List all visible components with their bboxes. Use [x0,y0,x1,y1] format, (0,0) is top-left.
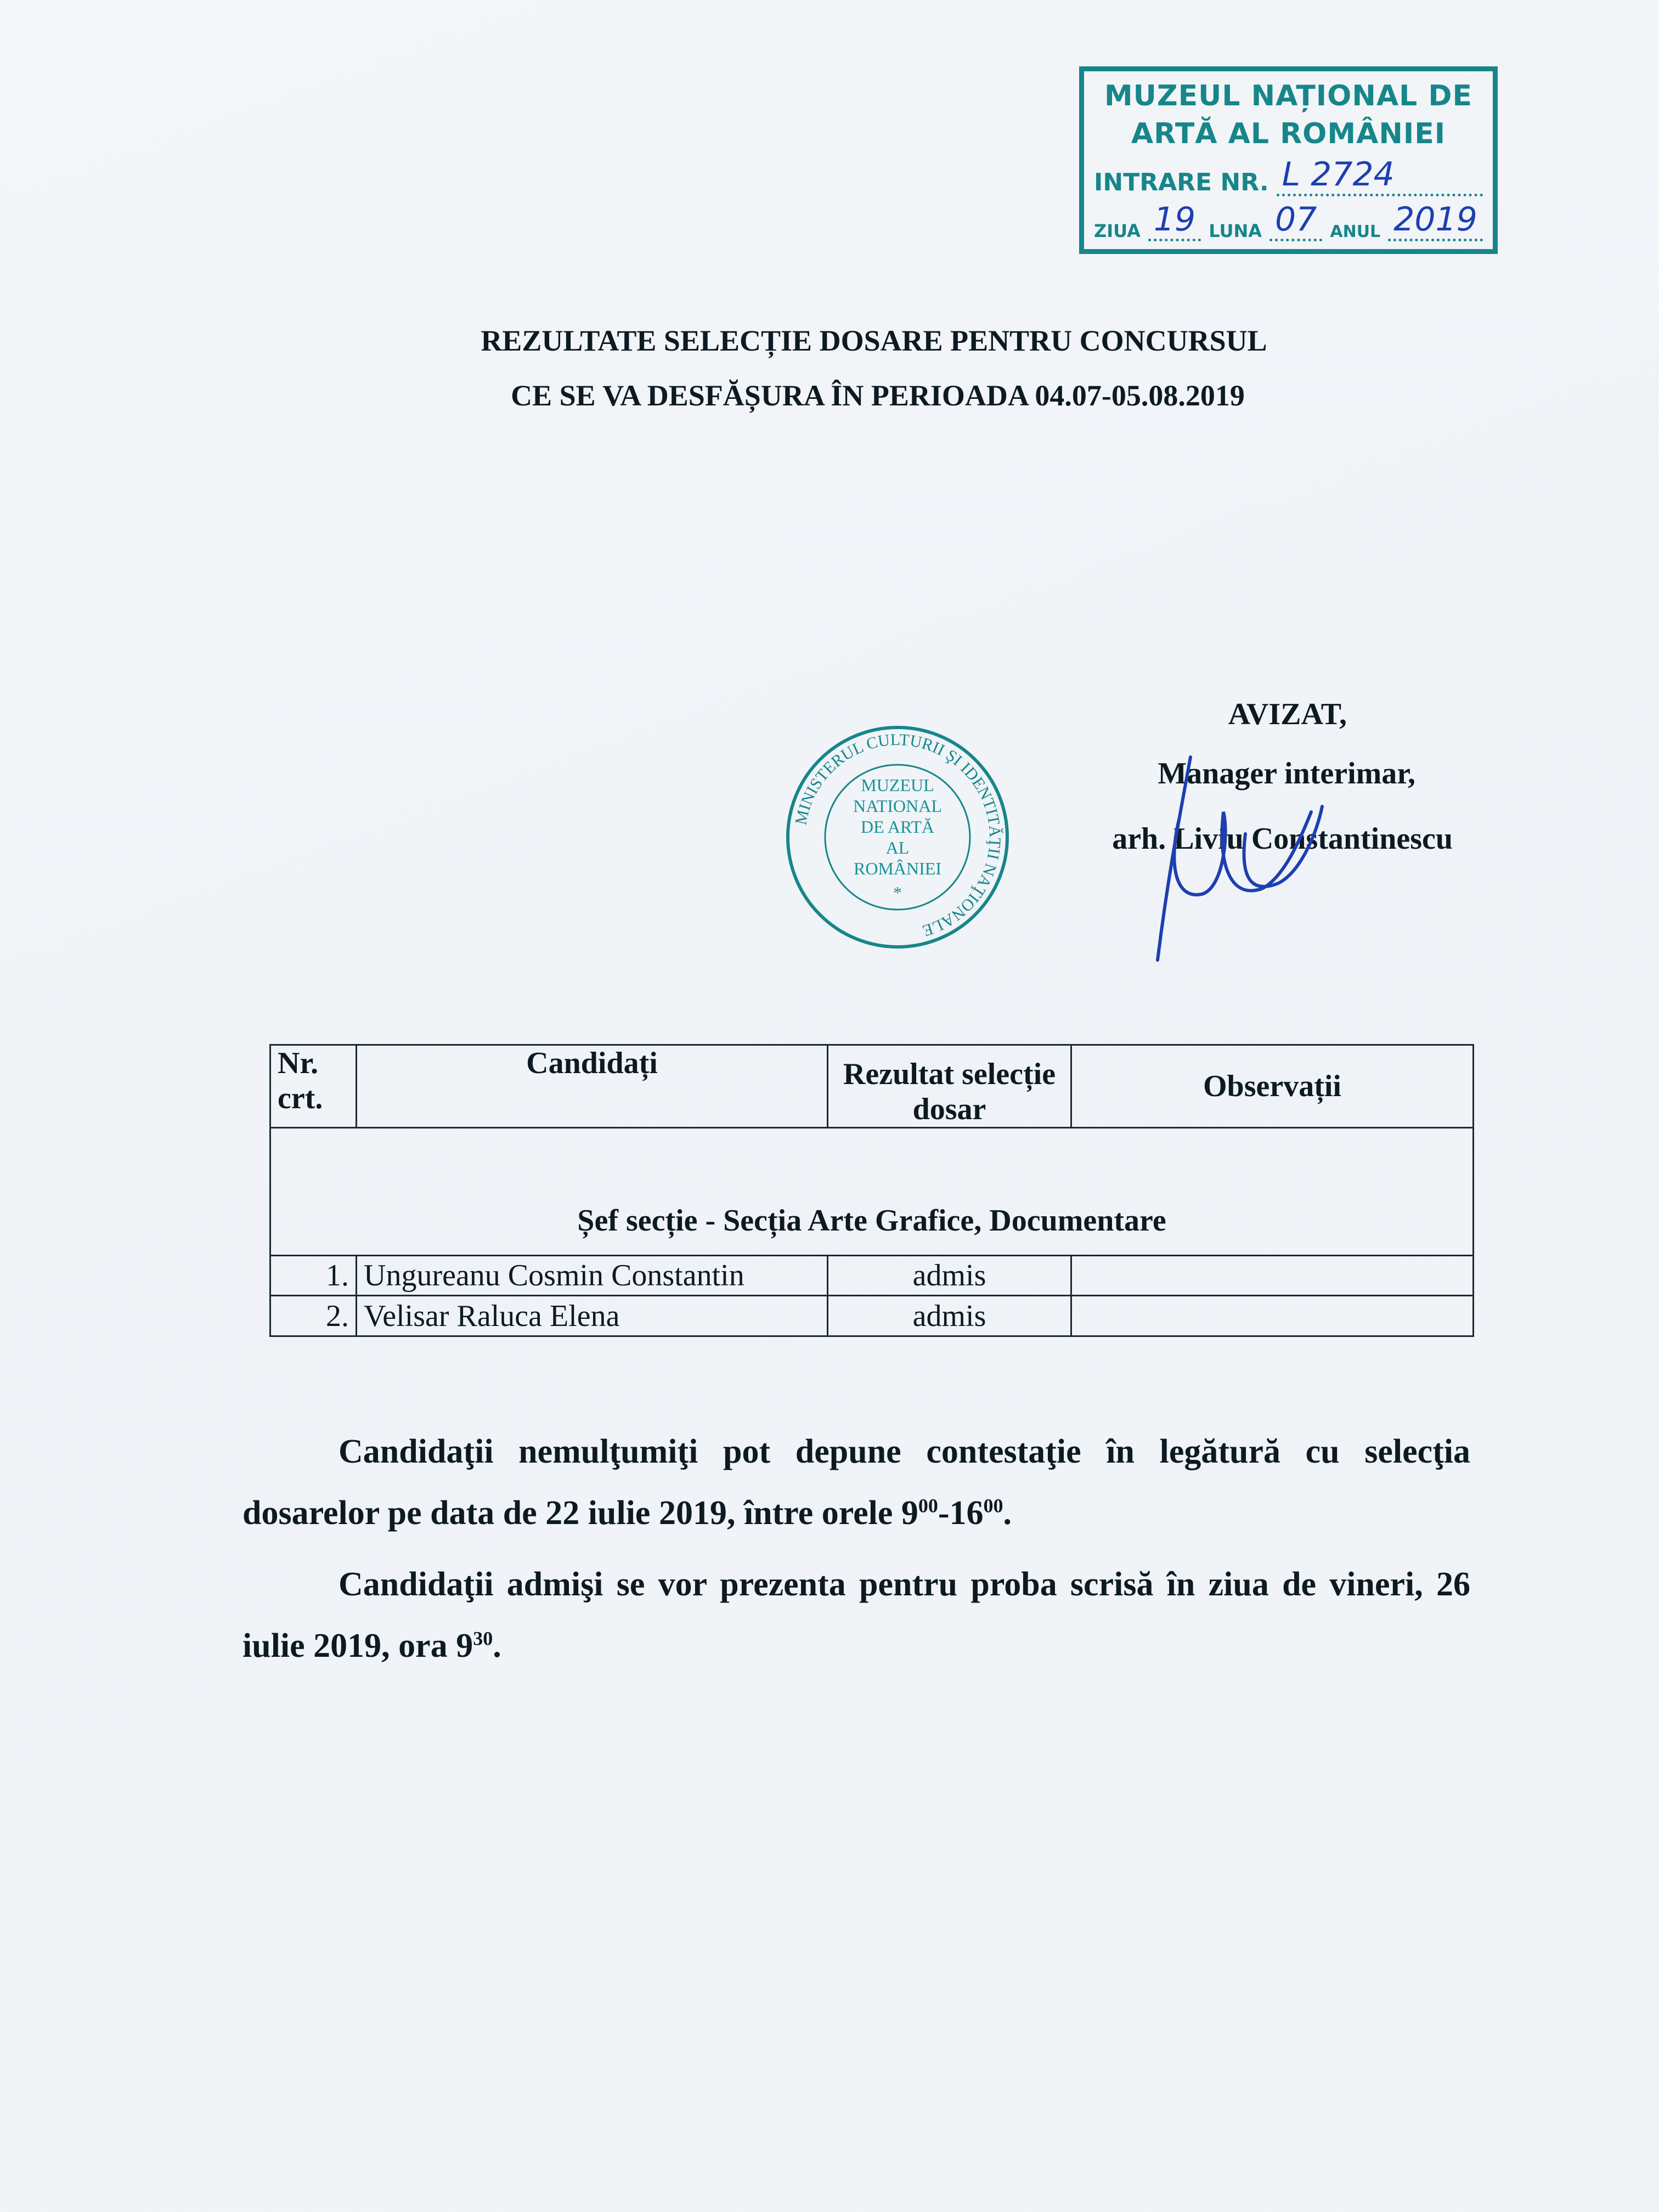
stamp-day-value: 19 [1148,200,1201,241]
row-result: admis [828,1256,1071,1296]
seal-ring-text: MINISTERUL CULTURII ŞI IDENTITĂŢII NAŢIONALE [792,730,1005,940]
header-result: Rezultat selecție dosar [828,1045,1071,1128]
appeal-text-mid: -16 [938,1494,984,1532]
closing-paragraphs [242,1421,1470,1686]
handwritten-signature [1119,752,1350,971]
stamp-line-2: ARTĂ AL ROMÂNIEI [1131,117,1446,151]
approval-role: Manager interimar, [1158,757,1415,791]
row-notes [1071,1256,1474,1296]
appeal-paragraph [242,1421,1470,1544]
header-notes: Observații [1071,1045,1474,1128]
stamp-month-value: 07 [1269,200,1322,241]
table-row [270,1296,1474,1336]
results-table [269,1044,1474,1337]
header-nr: Nr. crt. [270,1045,357,1128]
seal-line-3: DE ARTĂ [860,817,935,837]
row-nr: 1. [270,1256,357,1296]
round-seal [785,724,1011,950]
exam-text: Candidaţii admişi se vor prezenta pentru proba scrisă în ziua de vineri, 26 iulie 2019, ora 9 [242,1566,1470,1664]
row-name: Velisar Raluca Elena [357,1296,828,1336]
stamp-entry-value: L 2724 [1277,155,1483,196]
seal-line-2: NATIONAL [853,796,942,816]
approval-name: arh. Liviu Constantinescu [1112,822,1453,856]
table-row [270,1256,1474,1296]
row-notes [1071,1296,1474,1336]
table-header-row [270,1045,1474,1128]
stamp-month-label: LUNA [1209,220,1262,241]
row-nr: 2. [270,1296,357,1336]
appeal-text-end: . [1003,1494,1012,1532]
stamp-line-1: MUZEUL NAȚIONAL DE [1104,80,1473,112]
registry-stamp [1079,66,1498,254]
seal-star: * [893,883,902,902]
seal-line-4: AL [885,838,910,857]
stamp-entry-label: INTRARE NR. [1094,168,1269,196]
seal-line-5: ROMÂNIEI [854,859,941,878]
exam-paragraph [242,1554,1470,1677]
row-result: admis [828,1296,1071,1336]
stamp-day-label: ZIUA [1094,220,1141,241]
stamp-year-label: ANUL [1330,222,1381,241]
header-candidates: Candidați [357,1045,828,1128]
approval-label: AVIZAT, [1228,697,1347,731]
exam-text-end: . [493,1627,501,1664]
seal-line-1: MUZEUL [861,775,934,795]
appeal-text: Candidaţii nemulţumiţi pot depune contestaţie în legătură cu selecţia dosarelor pe data de 22 iulie 2019, între orele 9 [242,1433,1470,1532]
stamp-date-row [1094,200,1483,241]
time-superscript: 00 [918,1494,938,1517]
time-superscript: 30 [473,1627,493,1650]
document-title-line-1: REZULTATE SELECȚIE DOSARE PENTRU CONCURSUL [481,324,1267,357]
stamp-entry-row [1094,155,1483,196]
row-name: Ungureanu Cosmin Constantin [357,1256,828,1296]
section-row [270,1128,1474,1256]
time-superscript: 00 [983,1494,1003,1517]
stamp-year-value: 2019 [1388,200,1483,241]
section-title: Șef secție - Secția Arte Grafice, Documentare [270,1128,1474,1256]
document-title-line-2: CE SE VA DESFĂȘURA ÎN PERIOADA 04.07-05.08.2019 [511,379,1245,412]
